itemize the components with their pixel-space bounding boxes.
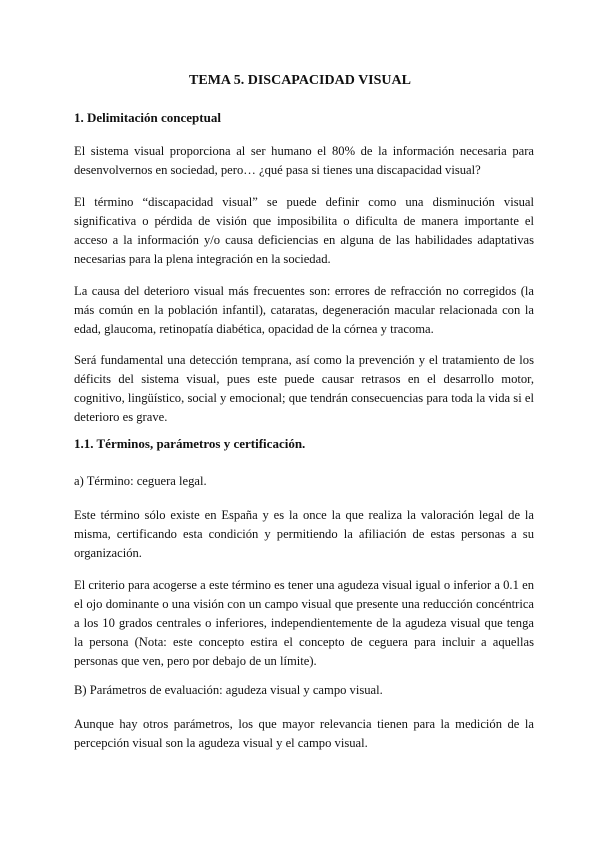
paragraph-definition: El término “discapacidad visual” se puede definir como una disminución visual significativa o pérdida de visión que imposibilita o dificulta de manera importante el acceso a la información y/o causa deficiencias en alguna de las habilidades adaptativas necesarias para la plena integración en la sociedad. bbox=[74, 195, 534, 266]
paragraph-relevance: Aunque hay otros parámetros, los que mayor relevancia tienen para la medición de la percepción visual son la agudeza visual y el campo visual. bbox=[74, 717, 534, 750]
section-heading-delimitacion: 1. Delimitación conceptual bbox=[74, 110, 221, 125]
paragraph-evaluation-parameters: B) Parámetros de evaluación: agudeza visual y campo visual. bbox=[74, 683, 383, 697]
paragraph-detection: Será fundamental una detección temprana, así como la prevención y el tratamiento de los déficits del sistema visual, pues este puede causar retrasos en el desarrollo motor, cognitivo, lingüístico, social y emocional; que tendrán consecuencias para toda la vida si el deterioro es grave. bbox=[74, 353, 534, 424]
paragraph-once: Este término sólo existe en España y es la once la que realiza la valoración legal de la misma, certificando esta condición y permitiendo la afiliación de estas personas a su organización. bbox=[74, 508, 534, 560]
document-title: TEMA 5. DISCAPACIDAD VISUAL bbox=[189, 73, 411, 88]
paragraph-term-legal-blindness: a) Término: ceguera legal. bbox=[74, 474, 207, 488]
paragraph-causes: La causa del deterioro visual más frecuentes son: errores de refracción no corregidos (la más común en la población infantil), cataratas, degeneración macular relacionada con la edad, glaucoma, retinopatía diabética, opacidad de la córnea y tracoma. bbox=[74, 284, 534, 336]
paragraph-criteria: El criterio para acogerse a este término es tener una agudeza visual igual o inferior a 0.1 en el ojo dominante o una visión con un campo visual que presente una reducción concéntrica a los 10 grados centrales o inferiores, independientemente de la agudeza visual que tenga la persona (Nota: este concepto estira el concepto de ceguera para incluir a aquellas personas que ven, pero por debajo de un límite). bbox=[74, 578, 534, 668]
paragraph-intro: El sistema visual proporciona al ser humano el 80% de la información necesaria para desenvolvernos en sociedad, pero… ¿qué pasa si tienes una discapacidad visual? bbox=[74, 144, 534, 177]
section-heading-terminos: 1.1. Términos, parámetros y certificación. bbox=[74, 436, 306, 451]
